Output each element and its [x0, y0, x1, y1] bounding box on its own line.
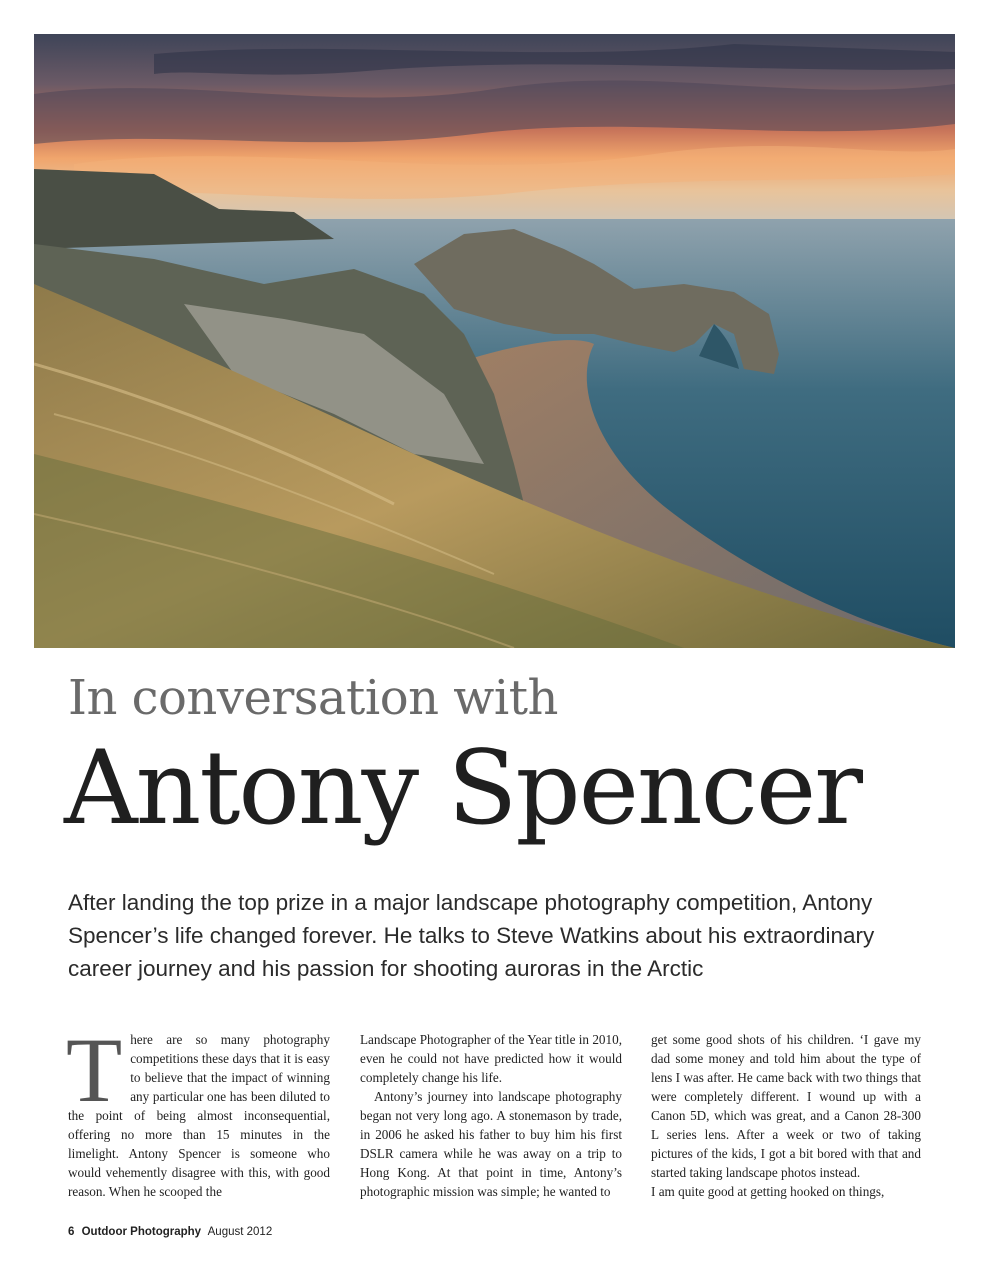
hero-photo	[34, 34, 955, 648]
page-footer	[68, 1226, 276, 1238]
page-number: 6	[68, 1226, 75, 1238]
issue-date: August 2012	[207, 1226, 273, 1238]
col2-paragraph-1: Landscape Photographer of the Year title in 2010, even he could not have predicted how it would completely change his life.	[360, 1032, 622, 1085]
article-headline: Antony Spencer	[64, 729, 861, 848]
body-column-3	[651, 1030, 921, 1200]
magazine-name: Outdoor Photography	[81, 1226, 202, 1238]
col3-paragraph-1: get some good shots of his children. ‘I gave my dad some money and told him about the type of lens I was after. He came back with two things that were completely different. I wound up with a Canon 5D, which was great, and a Canon 28-300 L series lens. After a week or two of taking pictures of the kids, I got a bit bored with that and started taking landscape photos instead.	[651, 1032, 921, 1180]
col3-paragraph-2: I am quite good at getting hooked on things,	[651, 1184, 885, 1199]
col1-paragraph: here are so many photography competitions these days that it is easy to believe that the impact of winning any particular one has been diluted to the point of being almost inconsequential, offering no more than 15 minutes in the limelight. Antony Spencer is someone who would vehemently disagree with this, with good reason. When he scooped the	[68, 1032, 330, 1199]
landscape-illustration	[34, 34, 955, 648]
body-column-2	[360, 1030, 622, 1200]
body-column-1	[66, 1019, 330, 1200]
article-kicker: In conversation with	[68, 670, 558, 726]
col2-paragraph-2: Antony’s journey into landscape photography began not very long ago. A stonemason by trade, in 2006 he asked his father to buy him his first DSLR camera while he was away on a trip to Hong Kong. At that point in time, Antony’s photographic mission was simple; he wanted to	[360, 1089, 622, 1199]
article-standfirst: After landing the top prize in a major landscape photography competition, Antony Spencer’s life changed forever. He talks to Steve Watkins about his extraordinary career journey and his passion for shooting auroras in the Arctic	[68, 890, 875, 981]
drop-cap: T	[66, 1019, 123, 1121]
